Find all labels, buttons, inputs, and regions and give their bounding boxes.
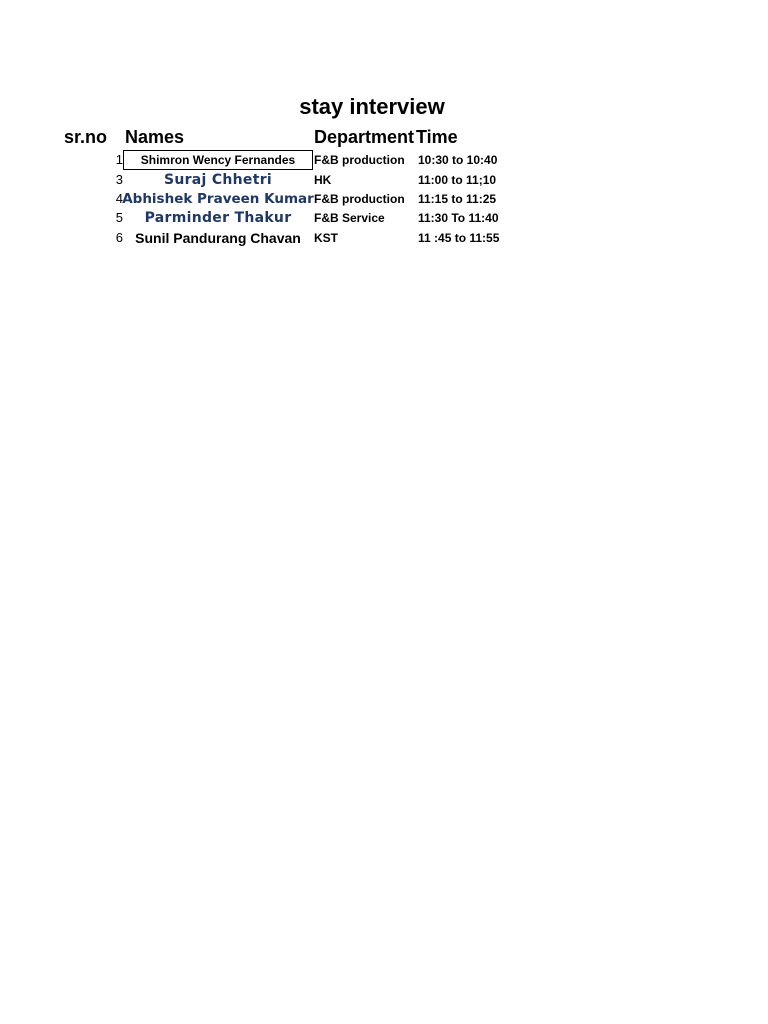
header-department: Department — [314, 127, 415, 147]
cell-department: F&B Service — [314, 211, 385, 225]
table-row — [0, 150, 768, 170]
table-row — [0, 170, 768, 190]
header-names: Names — [125, 127, 185, 147]
cell-time: 11 :45 to 11:55 — [418, 231, 500, 245]
header-time: Time — [416, 127, 458, 147]
cell-name[interactable]: Shimron Wency Fernandes — [123, 150, 313, 170]
cell-department: HK — [314, 173, 332, 187]
cell-time: 11:00 to 11;10 — [418, 173, 497, 187]
cell-department: F&B production — [314, 192, 405, 206]
table-row — [0, 189, 768, 209]
cell-sr-no: 4 — [115, 191, 123, 206]
cell-name: Abhishek Praveen Kumar — [122, 191, 314, 207]
table-row — [0, 228, 768, 248]
cell-department: KST — [314, 231, 338, 245]
table-row — [0, 208, 768, 228]
page-title: stay interview — [299, 94, 445, 119]
cell-time: 11:15 to 11:25 — [418, 192, 497, 206]
cell-sr-no: 6 — [115, 230, 123, 245]
cell-name: Sunil Pandurang Chavan — [135, 230, 301, 246]
cell-name: Parminder Thakur — [144, 210, 292, 226]
cell-sr-no: 1 — [115, 152, 123, 167]
cell-time: 11:30 To 11:40 — [418, 211, 499, 225]
cell-department: F&B production — [314, 153, 405, 167]
cell-sr-no: 5 — [115, 210, 123, 225]
header-srno: sr.no — [64, 127, 108, 147]
cell-time: 10:30 to 10:40 — [418, 153, 498, 167]
cell-name: Suraj Chhetri — [163, 172, 273, 188]
cell-sr-no: 3 — [115, 172, 123, 187]
